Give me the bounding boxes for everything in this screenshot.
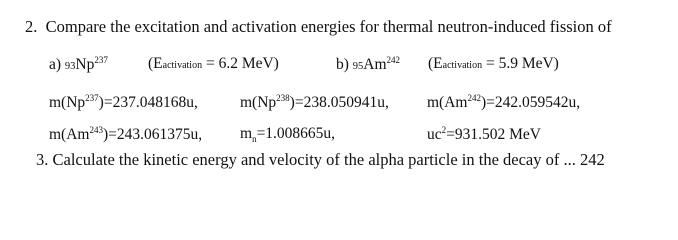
next-question-fragment: 3. Calculate the kinetic energy and velocity of the alpha particle in the decay of ... 242	[36, 150, 605, 169]
part-b-energy-open: (E	[428, 55, 443, 72]
question-number: 2.	[25, 17, 38, 36]
part-b-activation-energy	[428, 56, 559, 72]
mass-value: )=242.059542u,	[480, 94, 581, 112]
mass-neutron	[240, 126, 335, 144]
part-b-energy-value: = 5.9 MeV)	[482, 55, 559, 72]
mass-label: m(Am	[49, 126, 90, 144]
mass-value: =1.008665u,	[256, 125, 336, 142]
mass-value: )=238.050941u,	[289, 94, 389, 112]
part-a-atomic-number: 93	[64, 61, 76, 73]
mass-subscript: n	[252, 134, 257, 145]
mass-am242	[427, 94, 580, 111]
mass-value: )=237.048168u,	[98, 94, 198, 112]
energy-conversion	[427, 126, 541, 143]
part-b	[336, 56, 400, 73]
part-a-energy-open: (E	[148, 55, 163, 72]
mass-label: m	[240, 125, 253, 142]
part-a-energy-value: = 6.2 MeV)	[202, 55, 279, 72]
part-a-mass-number: 237	[94, 55, 108, 65]
question-text: Compare the excitation and activation energies for thermal neutron-induced fission of	[45, 17, 612, 36]
mass-label: m(Am	[427, 94, 468, 112]
conversion-label: uc	[427, 126, 442, 144]
mass-label: m(Np	[240, 94, 277, 112]
mass-np237	[49, 94, 198, 111]
part-a-energy-sub: activation	[162, 60, 203, 71]
mass-number: 243	[89, 125, 103, 135]
mass-number: 238	[276, 93, 290, 103]
mass-value: )=243.061375u,	[102, 126, 203, 144]
mass-number: 237	[85, 93, 99, 103]
part-b-label: b)	[336, 56, 349, 74]
part-a	[49, 56, 108, 73]
mass-label: m(Np	[49, 94, 86, 112]
mass-number: 242	[467, 93, 481, 103]
part-b-energy-sub: activation	[442, 60, 483, 71]
question-line	[25, 19, 612, 36]
mass-am243	[49, 126, 202, 143]
conversion-value: =931.502 MeV	[446, 126, 541, 144]
conversion-exponent: 2	[441, 125, 447, 135]
part-a-label: a)	[49, 56, 62, 74]
part-b-atomic-number: 95	[352, 61, 364, 73]
part-a-activation-energy	[148, 56, 279, 72]
part-a-symbol: Np	[75, 56, 95, 74]
part-b-symbol: Am	[363, 56, 387, 74]
part-b-mass-number: 242	[386, 55, 401, 65]
mass-np238	[240, 94, 389, 111]
